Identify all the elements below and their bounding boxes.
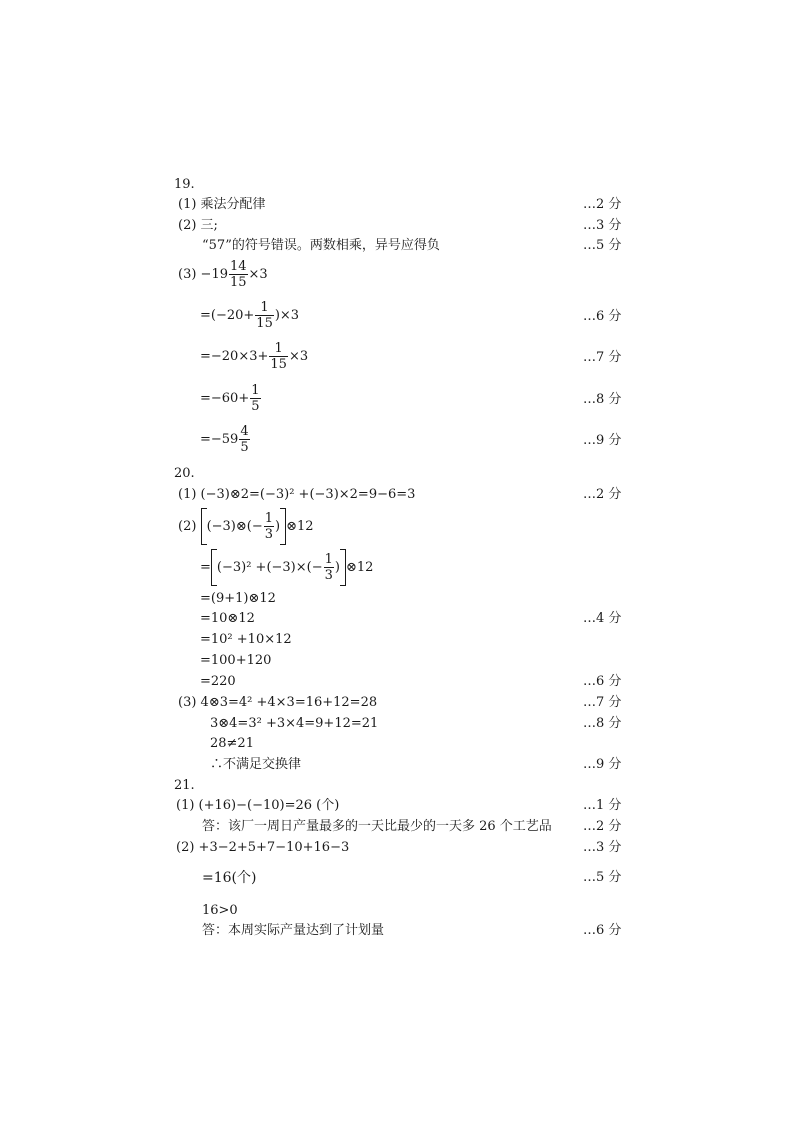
step-a: =−59 (200, 432, 239, 447)
fraction-numerator: 1 (251, 383, 260, 398)
fraction-numerator: 14 (229, 259, 247, 274)
bracket-b: ) (275, 519, 281, 534)
bracket-b: ) (334, 560, 340, 575)
step-b: )×3 (274, 308, 300, 323)
q21-label: 21. (174, 778, 195, 793)
q20-part1: (1) (−3)⊗2=(−3)² +(−3)×2=9−6=3 (178, 487, 416, 502)
q19-step2 (200, 341, 308, 372)
step-a: =−60+ (200, 391, 250, 406)
q20-part2-expression (178, 508, 314, 545)
fraction-numerator: 4 (240, 424, 249, 439)
q19-step4-score: …9 分 (583, 433, 622, 448)
q20-part1-score: …2 分 (583, 487, 622, 502)
q20-part3d: ∴不满足交换律 (210, 757, 302, 772)
q19-part3-expression (178, 259, 268, 290)
square-bracket-group (211, 549, 346, 586)
q20-part3c: 28≠21 (210, 736, 254, 751)
q20-line4-score: …4 分 (583, 611, 622, 626)
q20-line3: =(9+1)⊗12 (200, 591, 276, 606)
q21-part2-result-score: …5 分 (583, 870, 622, 885)
fraction-numerator: 1 (264, 511, 274, 526)
fraction-denominator: 3 (324, 568, 333, 583)
q21-part2-compare: 16>0 (202, 903, 238, 918)
q20-part3a-score: …7 分 (583, 695, 622, 710)
fraction-numerator: 1 (255, 300, 274, 316)
step-fraction (239, 424, 249, 455)
q20-line4: =10⊗12 (200, 611, 255, 626)
q20-line7-score: …6 分 (583, 674, 622, 689)
q19-step1-score: …6 分 (583, 309, 622, 324)
q19-step3-score: …8 分 (583, 392, 622, 407)
bracket-c: ⊗12 (345, 560, 374, 575)
step-fraction (255, 300, 274, 331)
q19-label: 19. (174, 177, 195, 192)
q21-part2-result: =16(个) (202, 870, 257, 886)
q20-part3d-score: …9 分 (583, 757, 622, 772)
bracket-a: (−3)² +(−3)×(− (216, 560, 323, 575)
bracket-a: (−3)⊗(− (206, 519, 263, 534)
q19-step2-score: …7 分 (583, 350, 622, 365)
fraction-denominator: 5 (240, 440, 249, 455)
q20-part3a: (3) 4⊗3=4² +4×3=16+12=28 (178, 695, 378, 710)
fraction-numerator: 1 (269, 341, 288, 357)
step-prefix: = (200, 560, 211, 575)
step-a: =(−20+ (200, 308, 255, 323)
q21-part2: (2) +3−2+5+7−10+16−3 (176, 840, 350, 855)
q20-part3b: 3⊗4=3² +3×4=9+12=21 (210, 716, 379, 731)
q21-part1-answer: 答：该厂一周日产量最多的一天比最少的一天多 26 个工艺品 (202, 819, 552, 834)
q19-step3 (200, 383, 262, 414)
fraction-denominator: 15 (229, 275, 247, 290)
q21-part1-score: …1 分 (583, 798, 622, 813)
q21-part2-answer: 答：本周实际产量达到了计划量 (202, 923, 385, 938)
fraction-numerator: 1 (324, 552, 333, 567)
fraction-denominator: 5 (251, 399, 260, 414)
q19-part3-prefix: (3) −19 (178, 267, 228, 282)
q20-part2-step1 (200, 549, 373, 586)
bracket-fraction (264, 511, 274, 542)
q19-part2-explanation: “57”的符号错误。两数相乘，异号应得负 (202, 238, 440, 253)
q20-label: 20. (174, 466, 195, 481)
q21-part1: (1) (+16)−(−10)=26 (个) (176, 798, 340, 813)
q19-step1 (200, 300, 299, 331)
step-b: ×3 (288, 349, 309, 364)
q19-part3-suffix: ×3 (248, 267, 268, 282)
q21-part2-score: …3 分 (583, 840, 622, 855)
step-a: =−20×3+ (200, 349, 269, 364)
q19-part1-score: …2 分 (583, 197, 622, 212)
q19-part2-score: …3 分 (583, 218, 622, 233)
q20-part3b-score: …8 分 (583, 716, 622, 731)
q21-part1-answer-score: …2 分 (583, 819, 622, 834)
q19-step4 (200, 424, 251, 455)
fraction-denominator: 3 (264, 527, 274, 542)
q21-part2-answer-score: …6 分 (583, 923, 622, 938)
q19-part2-explanation-score: …5 分 (583, 238, 622, 253)
fraction-denominator: 15 (270, 357, 287, 372)
step-fraction (250, 383, 260, 414)
bracket-fraction (324, 552, 334, 583)
bracket-c: ⊗12 (286, 519, 314, 534)
q19-part3-fraction (229, 259, 248, 290)
fraction-denominator: 15 (256, 316, 273, 331)
part-prefix: (2) (178, 519, 197, 534)
step-fraction (269, 341, 288, 372)
q20-line6: =100+120 (200, 653, 272, 668)
q19-part2: (2) 三; (178, 218, 218, 233)
square-bracket-group (201, 508, 287, 545)
q19-part1: (1) 乘法分配律 (178, 197, 266, 212)
q20-line5: =10² +10×12 (200, 632, 292, 647)
q20-line7: =220 (200, 674, 236, 689)
